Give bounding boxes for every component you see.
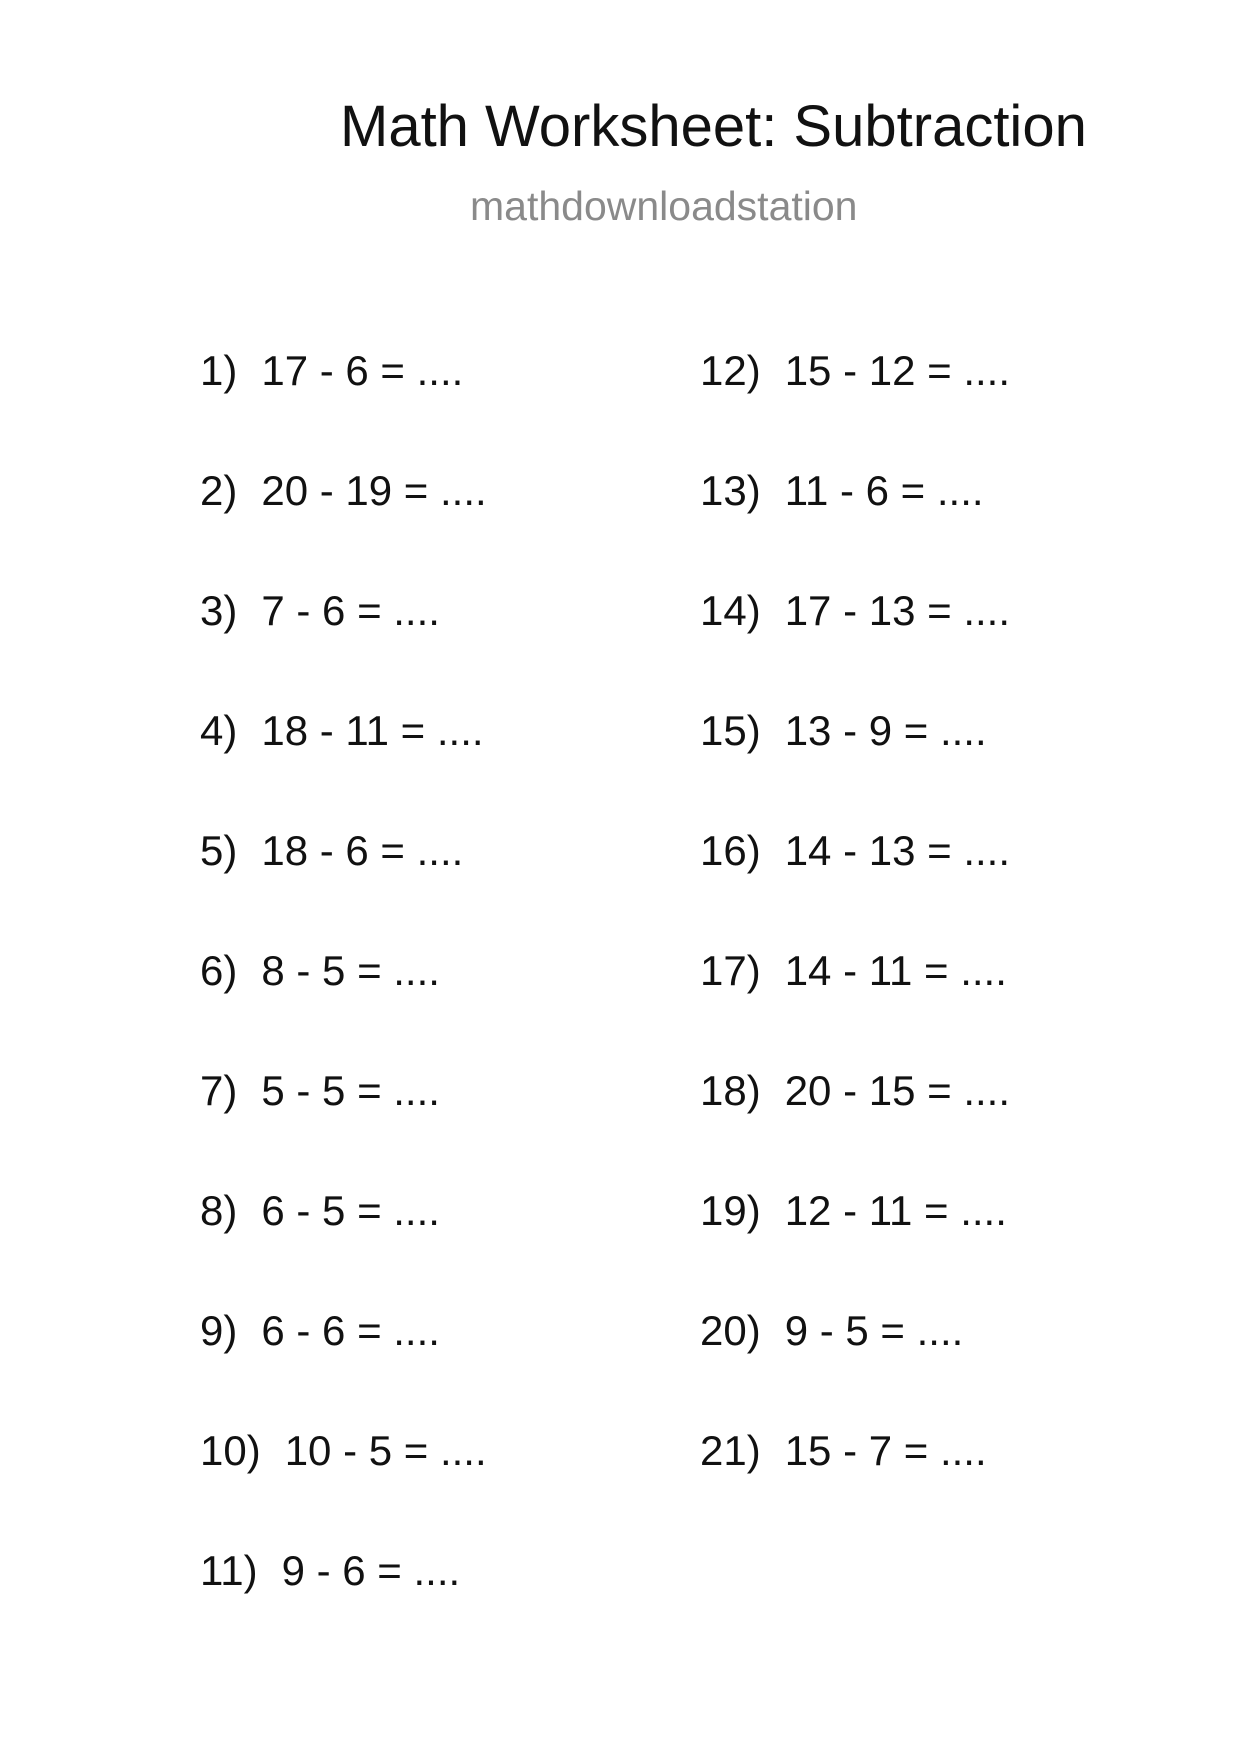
- problem-number: 17): [700, 947, 761, 994]
- problem-number: 5): [200, 827, 238, 874]
- problem-expression: 15 - 12 = ....: [784, 347, 1011, 394]
- problem-number: 2): [200, 467, 238, 514]
- problem-expression: 10 - 5 = ....: [284, 1427, 487, 1474]
- problem-item: [700, 587, 1011, 710]
- problem-number: 4): [200, 707, 238, 754]
- problem-item: [700, 947, 1010, 1070]
- problem-item: [200, 587, 487, 710]
- problem-number: 1): [200, 347, 238, 394]
- problem-number: 13): [700, 467, 761, 514]
- problem-number: 9): [200, 1307, 238, 1354]
- problem-expression: 14 - 13 = ....: [784, 827, 1011, 874]
- problem-expression: 9 - 5 = ....: [784, 1307, 964, 1354]
- problem-item: [200, 1067, 487, 1190]
- problem-expression: 5 - 5 = ....: [261, 1067, 440, 1114]
- problem-expression: 14 - 11 = ....: [784, 947, 1007, 994]
- problem-number: 19): [700, 1187, 761, 1234]
- problem-item: [700, 1187, 1010, 1310]
- problem-expression: 20 - 15 = ....: [784, 1067, 1011, 1114]
- problem-item: [700, 707, 1010, 830]
- problem-item: [700, 1067, 1011, 1190]
- problem-item: [700, 827, 1011, 950]
- problem-expression: 8 - 5 = ....: [261, 947, 440, 994]
- problem-number: 8): [200, 1187, 238, 1234]
- problem-expression: 17 - 13 = ....: [784, 587, 1011, 634]
- problem-number: 6): [200, 947, 238, 994]
- problem-item: [700, 1427, 1010, 1550]
- problem-item: [200, 347, 487, 470]
- problem-expression: 6 - 5 = ....: [261, 1187, 440, 1234]
- problem-expression: 13 - 9 = ....: [784, 707, 987, 754]
- problem-expression: 9 - 6 = ....: [281, 1547, 461, 1594]
- worksheet-source: mathdownloadstation: [470, 183, 858, 229]
- problem-item: [200, 1187, 487, 1310]
- problem-item: [700, 347, 1011, 470]
- problem-number: 14): [700, 587, 761, 634]
- problem-item: [200, 827, 487, 950]
- problem-number: 3): [200, 587, 238, 634]
- problem-item: [200, 947, 487, 1070]
- problem-expression: 11 - 6 = ....: [784, 467, 984, 514]
- problem-expression: 7 - 6 = ....: [261, 587, 440, 634]
- problem-expression: 18 - 6 = ....: [261, 827, 464, 874]
- problem-number: 7): [200, 1067, 238, 1114]
- problem-column-left: [200, 347, 487, 1670]
- problem-item: [200, 1427, 487, 1550]
- problem-expression: 12 - 11 = ....: [784, 1187, 1007, 1234]
- problem-item: [200, 1547, 487, 1670]
- worksheet-title: Math Worksheet: Subtraction: [340, 94, 1087, 159]
- problem-expression: 20 - 19 = ....: [261, 467, 487, 514]
- problem-expression: 18 - 11 = ....: [261, 707, 484, 754]
- problem-expression: 6 - 6 = ....: [261, 1307, 440, 1354]
- problem-number: 12): [700, 347, 761, 394]
- problem-number: 15): [700, 707, 761, 754]
- problem-column-right: [700, 347, 1011, 1550]
- problem-number: 11): [200, 1547, 258, 1594]
- problem-number: 21): [700, 1427, 761, 1474]
- problem-number: 20): [700, 1307, 761, 1354]
- problem-expression: 17 - 6 = ....: [261, 347, 464, 394]
- problem-item: [200, 467, 487, 590]
- problem-number: 16): [700, 827, 761, 874]
- problem-item: [200, 1307, 487, 1430]
- problem-number: 18): [700, 1067, 761, 1114]
- problem-number: 10): [200, 1427, 261, 1474]
- problem-item: [200, 707, 487, 830]
- problem-item: [700, 467, 1010, 590]
- problem-item: [700, 1307, 1010, 1430]
- problem-expression: 15 - 7 = ....: [784, 1427, 987, 1474]
